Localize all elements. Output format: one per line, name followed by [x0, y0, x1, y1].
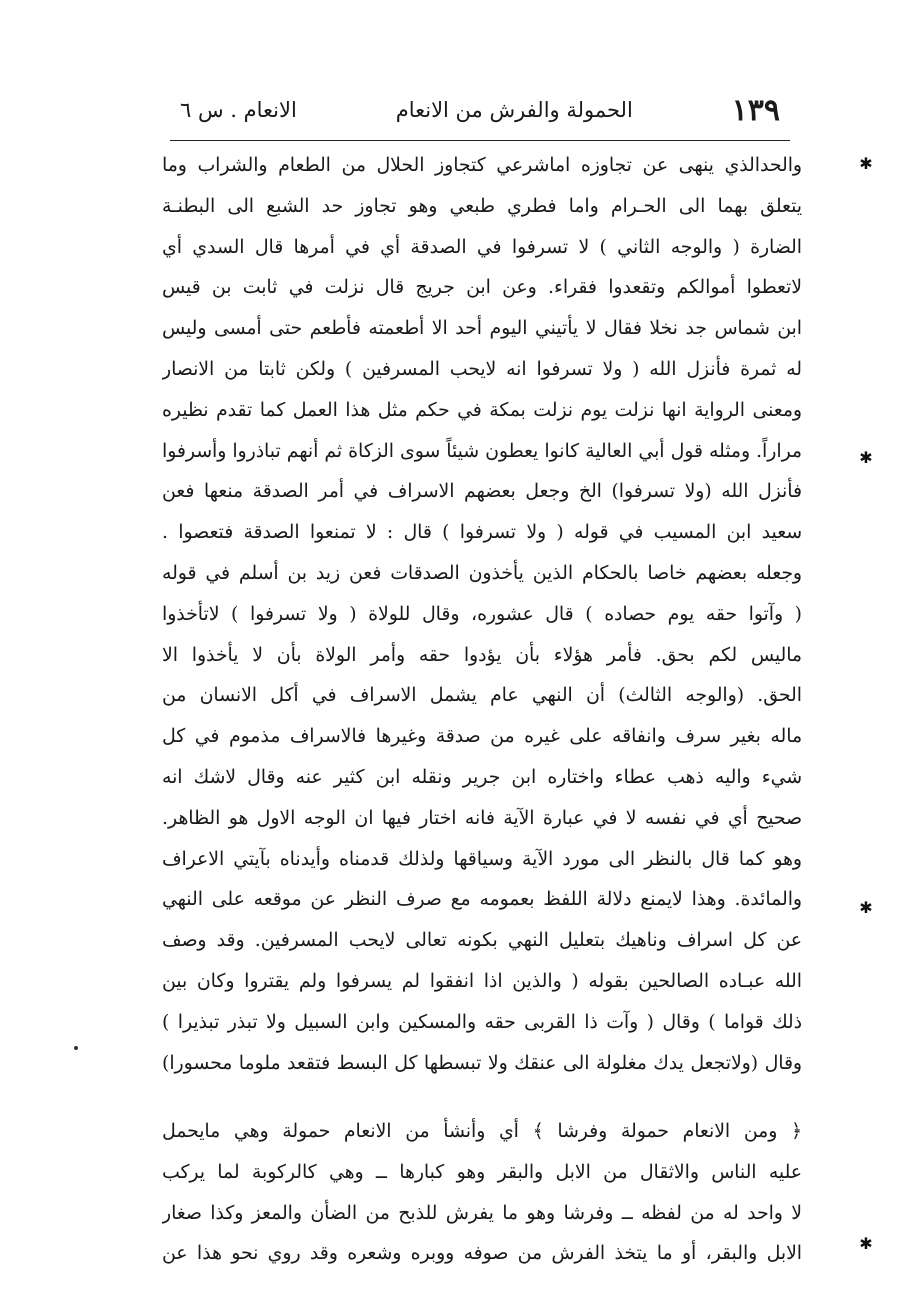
chapter-label: الانعام . س ٦: [180, 98, 297, 122]
commentary-text: [162, 1112, 802, 1275]
text-line: الضارة ( والوجه الثاني ) لا تسرفوا في الصدقة أي في أمرها قال السدي أي: [162, 236, 802, 258]
text-line: مراراً. ومثله قول أبي العالية كانوا يعطون شيئاً سوى الزكاة ثم أنهم تباذروا وأسرفوا: [162, 440, 802, 462]
text-line: شيء واليه ذهب عطاء واختاره ابن جرير ونقله ابن كثير عنه وقال لاشك انه: [162, 766, 802, 788]
text-line: فأنزل الله (ولا تسرفوا) الخ وجعل بعضهم الاسراف في أمر الصدقة منعها فعن: [162, 481, 802, 503]
text-line: الله عبـاده الصالحين بقوله ( والذين اذا انفقوا لم يسرفوا ولم يقتروا وكان بين: [162, 970, 802, 992]
header-rule: [170, 140, 790, 141]
text-line: لاتعطوا أموالكم وتقعدوا فقراء. وعن ابن جريج قال نزلت في ثابت بن قيس: [162, 277, 802, 299]
text-line: ( وآتوا حقه يوم حصاده ) قال عشوره، وقال للولاة ( ولا تسرفوا ) لاتأخذوا: [162, 603, 802, 625]
text-line: يتعلق بهما الى الحـرام واما فطري طبعي وهو تجاوز حد الشبع الى البطنـة: [162, 195, 802, 217]
text-line: وجعله بعضهم خاصا بالحكام الذين يأخذون الصدقات فعن زيد بن أسلم في قوله: [162, 562, 802, 584]
page-number: ١٣٩: [731, 92, 780, 128]
margin-mark-icon: ✱: [859, 154, 873, 173]
text-line: وهو كما قال بالنظر الى مورد الآية وسياقها ولذلك قدمناه وأيدناه بآيتي الاعراف: [162, 848, 802, 870]
margin-mark-icon: ✱: [859, 898, 873, 917]
margin-mark-icon: ✱: [859, 1234, 873, 1253]
text-line: سعيد ابن المسيب في قوله ( ولا تسرفوا ) قال : لا تمنعوا الصدقة فتعصوا .: [162, 522, 802, 544]
text-line: عن كل اسراف وناهيك بتعليل النهي بكونه تعالى لايحب المسرفين. وقد وصف: [162, 930, 802, 952]
text-line: وقال (ولاتجعل يدك مغلولة الى عنقك ولا تبسطها كل البسط فتقعد ملوما محسورا): [162, 1052, 802, 1074]
page-header: [180, 86, 780, 134]
text-line: له ثمرة فأنزل الله ( ولا تسرفوا انه لايحب المسرفين ) ولكن ثابتا من الانصار: [162, 358, 802, 380]
margin-mark-icon: ✱: [859, 448, 873, 467]
section-title: الحمولة والفرش من الانعام: [395, 98, 633, 122]
text-line: ماليس لكم بحق. فأمر هؤلاء بأن يؤدوا حقه وأمر الولاة بأن لا يأخذوا الا: [162, 644, 802, 666]
text-line: الحق. (والوجه الثالث) أن النهي عام يشمل الاسراف في أكل الانسان من: [162, 685, 802, 707]
text-line: ابن شماس جد نخلا فقال لا يأتيني اليوم أحد الا أطعمته فأطعم حتى أمسى وليس: [162, 318, 802, 340]
text-line: صحيح أي في نفسه لا في عبارة الآية فانه اختار فيها ان الوجه الاول هو الظاهر.: [162, 807, 802, 829]
text-line: لا واحد له من لفظه ــ وفرشا وهو ما يفرش للذبح من الضأن والمعز وكذا صغار: [162, 1202, 802, 1224]
text-line: الابل والبقر، أو ما يتخذ الفرش من صوفه ووبره وشعره وقد روي نحو هذا عن: [162, 1243, 802, 1265]
text-line: ذلك قواما ) وقال ( وآت ذا القربى حقه والمسكين وابن السبيل ولا تبذر تبذيرا ): [162, 1011, 802, 1033]
ink-speck: [74, 1046, 78, 1050]
text-line: عليه الناس والاثقال من الابل والبقر وهو كبارها ــ وهي كالركوبة لما يركب: [162, 1161, 802, 1183]
main-text: [162, 146, 802, 1084]
text-line: ﴿ ومن الانعام حمولة وفرشا ﴾ أي وأنشأ من الانعام حمولة وهي مايحمل: [162, 1121, 802, 1142]
text-line: ماله بغير سرف وانفاقه على غيره من صدقة وغيرها فالاسراف مذموم في كل: [162, 726, 802, 748]
text-line: والحدالذي ينهى عن تجاوزه اماشرعي كتجاوز الحلال من الطعام والشراب وما: [162, 155, 802, 176]
text-line: ومعنى الرواية انها نزلت يوم نزلت بمكة في حكم مثل هذا العمل كما تقدم نظيره: [162, 399, 802, 421]
text-line: والمائدة. وهذا لايمنع دلالة اللفظ بعمومه مع صرف النظر عن موقعه على النهي: [162, 889, 802, 911]
